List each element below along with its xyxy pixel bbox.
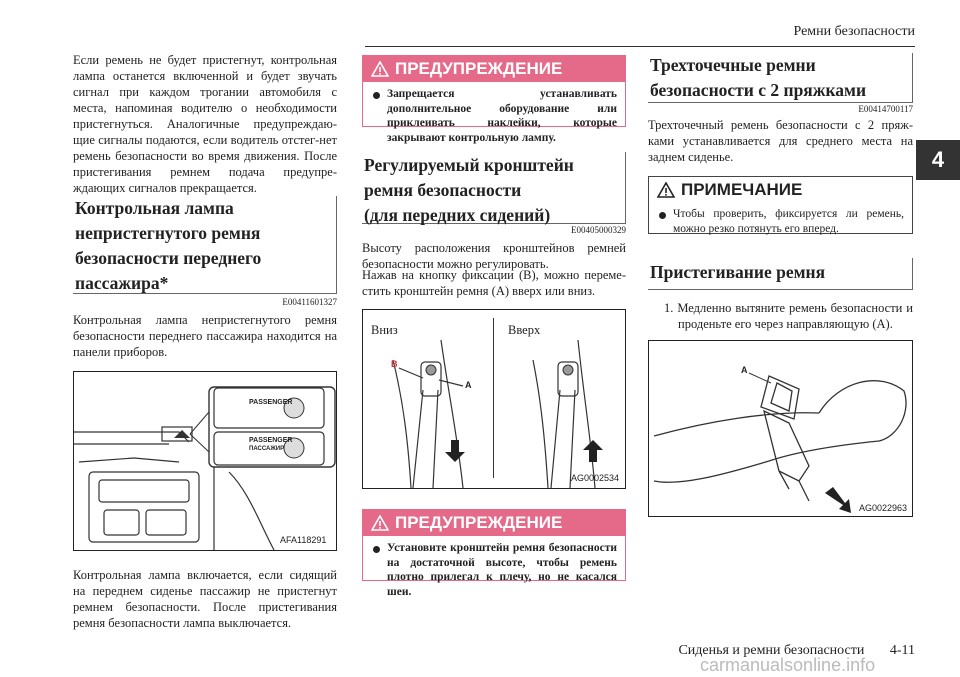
step-1: 1. Медленно вытяните ремень безопасности и проденьте его через направляющую (A).	[664, 301, 913, 331]
note-title: ПРИМЕЧАНИЕ	[681, 180, 803, 199]
note-box	[648, 176, 913, 234]
label-passenger: PASSENGER	[249, 399, 293, 406]
heading-line: пассажира	[75, 273, 160, 293]
heading-line: Контрольная лампа	[75, 198, 234, 218]
section-heading-adjustable-anchor	[362, 152, 626, 224]
label-passenger-ru: ПАССАЖИР	[249, 446, 285, 452]
warning-text: Установите кронштейн ремня безопасности на достаточной высоте, чтобы ремень плотно прилегал к плечу, но не касался шеи.	[387, 542, 617, 598]
figure-instrument-panel	[73, 371, 337, 551]
letter-b: B	[391, 359, 398, 369]
anchor-adjust-illustration	[363, 310, 625, 488]
note-header	[649, 177, 912, 203]
header-rule	[365, 46, 915, 47]
warning-title: ПРЕДУПРЕЖДЕНИЕ	[395, 513, 563, 532]
warning-box	[362, 509, 626, 598]
warning-text-block	[363, 536, 625, 604]
warning-header	[363, 510, 625, 536]
figure-code: AG0002534	[571, 473, 620, 483]
section-heading-passenger-lamp	[73, 196, 337, 294]
figure-anchor-adjust	[362, 309, 626, 489]
intro-paragraph: Если ремень не будет пристегнут, контрольная лампа останется включенной и будет звучать сигнал при каждом трогании автомобиля с места, напоминая водителю о необходимости пристегнуться. Аналогичные предупреждаю-щие сигналы подаются, если водитель отстег-нет ремень безопасности во время движения. После пристегивания ремнем подача предупре-ждающих сигналов прекращается.	[73, 53, 337, 195]
label-passenger: PASSENGER	[249, 437, 293, 444]
note-text: Чтобы проверить, фиксируется ли ремень, можно резко потянуть его вперед.	[673, 208, 904, 235]
footer-section: Сиденья и ремни безопасности	[678, 643, 865, 658]
section-heading-three-point-belts	[648, 53, 913, 103]
heading-line: безопасности с 2 пряжками	[650, 80, 867, 100]
subheading-fastening: Пристегивание ремня	[648, 258, 913, 290]
note-triangle-icon	[657, 182, 675, 198]
warning-text-block	[363, 82, 625, 150]
section-code: E00405000329	[571, 225, 626, 235]
page-number: 4-11	[889, 643, 915, 658]
warning-box	[362, 55, 626, 144]
figure-code: AG0022963	[859, 503, 908, 513]
warning-text: Запрещается устанавливать дополнительное оборудование или приклеивать наклейки, которые закрывают контрольную лампу.	[387, 88, 617, 144]
bullet-icon	[373, 92, 380, 99]
note-text-block	[649, 203, 912, 241]
running-title: Ремни безопасности	[793, 24, 915, 39]
body-paragraph: Высоту расположения кронштейнов ремней безопасности можно регулировать.	[362, 241, 626, 271]
bullet-icon	[373, 546, 380, 553]
body-paragraph: Контрольная лампа непристегнутого ремня безопасности переднего пассажира находится на панели приборов.	[73, 313, 337, 359]
watermark[interactable]: carmanualsonline.info	[700, 655, 876, 675]
letter-a: A	[741, 365, 748, 375]
warning-triangle-icon	[371, 515, 389, 531]
letter-a: A	[465, 380, 472, 390]
label-up: Вверх	[508, 323, 541, 337]
figure-belt-buckle	[648, 340, 913, 517]
heading-line: Регулируемый кронштейн	[364, 155, 574, 175]
heading-line: безопасности переднего	[75, 248, 262, 268]
figure-code: AFA118291	[280, 535, 327, 545]
instrument-panel-illustration	[74, 372, 336, 550]
body-paragraph: Нажав на кнопку фиксации (B), можно переме-стить кронштейн ремня (A) вверх или вниз.	[362, 268, 626, 298]
section-code: E00411601327	[282, 297, 337, 307]
warning-header	[363, 56, 625, 82]
chapter-tab[interactable]: 4	[916, 140, 960, 180]
heading-line: (для передних сидений)	[364, 205, 551, 225]
warning-title: ПРЕДУПРЕЖДЕНИЕ	[395, 59, 563, 78]
bullet-icon	[659, 212, 666, 219]
heading-line: Трехточечные ремни	[650, 55, 816, 75]
section-code: E00414700117	[858, 104, 913, 114]
heading-line: ремня безопасности	[364, 180, 522, 200]
belt-buckle-illustration	[649, 341, 912, 516]
option-asterisk: *	[159, 273, 169, 293]
label-down: Вниз	[371, 323, 398, 337]
heading-line: непристегнутого ремня	[75, 223, 261, 243]
body-paragraph: Трехточечный ремень безопасности с 2 пряж-ками устанавливается для среднего места на заднем сиденье.	[648, 118, 913, 164]
after-paragraph: Контрольная лампа включается, если сидящий на переднем сиденье пассажир не пристегнут ремнем безопасности. После пристегивания ремня безопасности лампа выключается.	[73, 568, 337, 630]
warning-triangle-icon	[371, 61, 389, 77]
